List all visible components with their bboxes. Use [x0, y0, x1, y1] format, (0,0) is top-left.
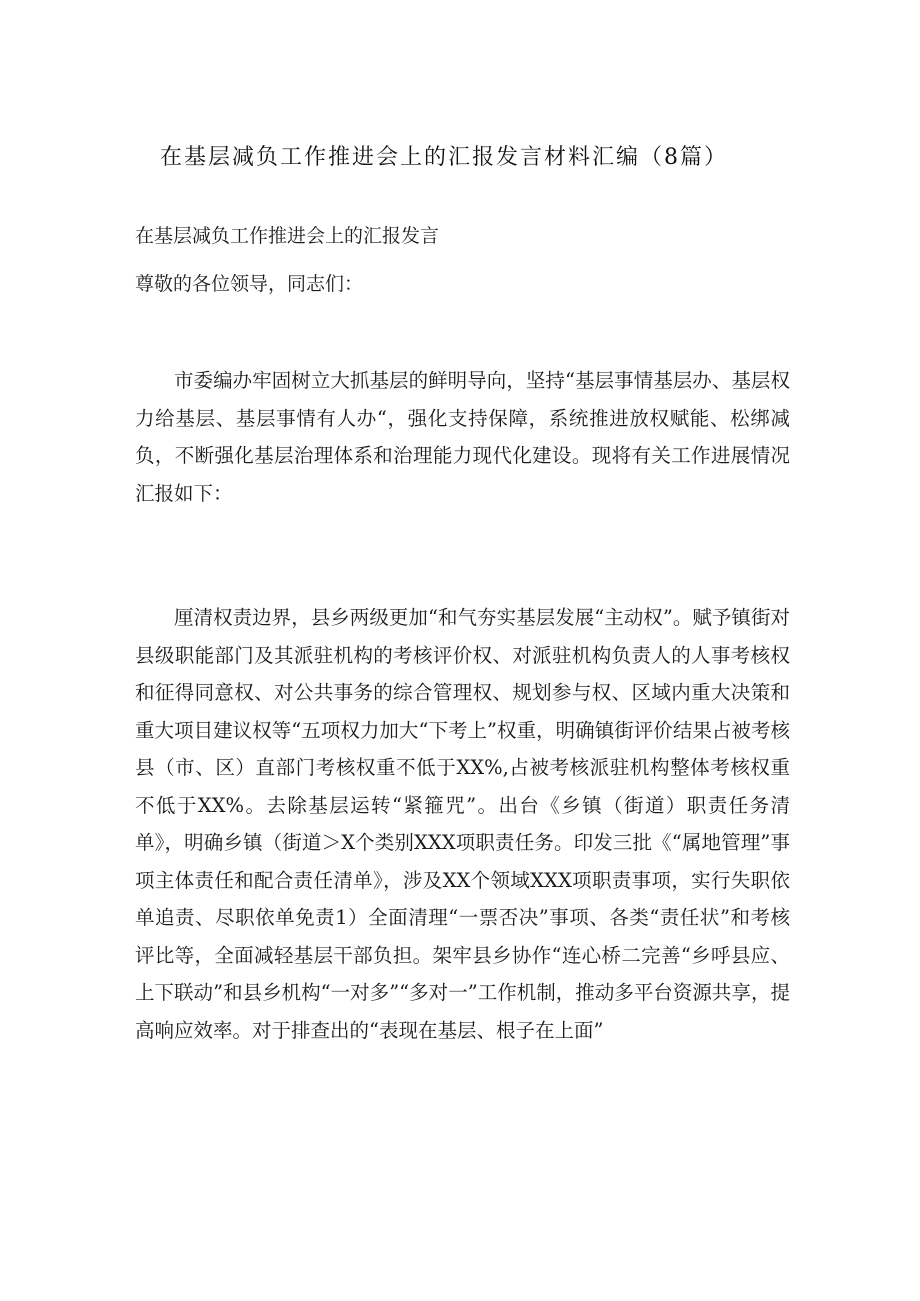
- document-title: 在基层减负工作推进会上的汇报发言材料汇编（8篇）: [160, 145, 728, 170]
- paragraph-intro: 市委编办牢固树立大抓基层的鲜明导向，坚持“基层事情基层办、基层权力给基层、基层事情有人办“，强化支持保障，系统推进放权赋能、松绑减负，不断强化基层治理体系和治理能力现代化建设。现将有关工作进展情况汇报如下：: [135, 369, 790, 505]
- paragraph-clarify-responsibilities: 厘清权责边界，县乡两级更加“和气夯实基层发展“主动权”。赋予镇街对县级职能部门及其派驻机构的考核评价权、对派驻机构负责人的人事考核权和征得同意权、对公共事务的综合管理权、规划参与权、区域内重大决策和重大项目建议权等“五项权力加大“下考上”权重，明确镇街评价结果占被考核县（市、区）直部门考核权重不低于XX%,占被考核派驻机构整体考核权重不低于XX%。去除基层运转“紧箍咒”。出台《乡镇（街道）职责任务清单》，明确乡镇（街道＞X个类别XXX项职责任务。印发三批《“属地管理”事项主体责任和配合责任清单》，涉及XX个领域XXX项职责事项，实行失职依单追责、尽职依单免责1）全面清理“一票否决”事项、各类“责任状”和考核评比等，全面减轻基层干部负担。架牢县乡协作“连心桥二完善“乡呼县应、上下联动”和县乡机构“一对多”“多对一”工作机制，推动多平台资源共享，提高响应效率。对于排查出的“表现在基层、根子在上面”: [135, 606, 790, 1042]
- document-subtitle: 在基层减负工作推进会上的汇报发言: [135, 225, 440, 247]
- salutation: 尊敬的各位领导，同志们：: [135, 273, 364, 295]
